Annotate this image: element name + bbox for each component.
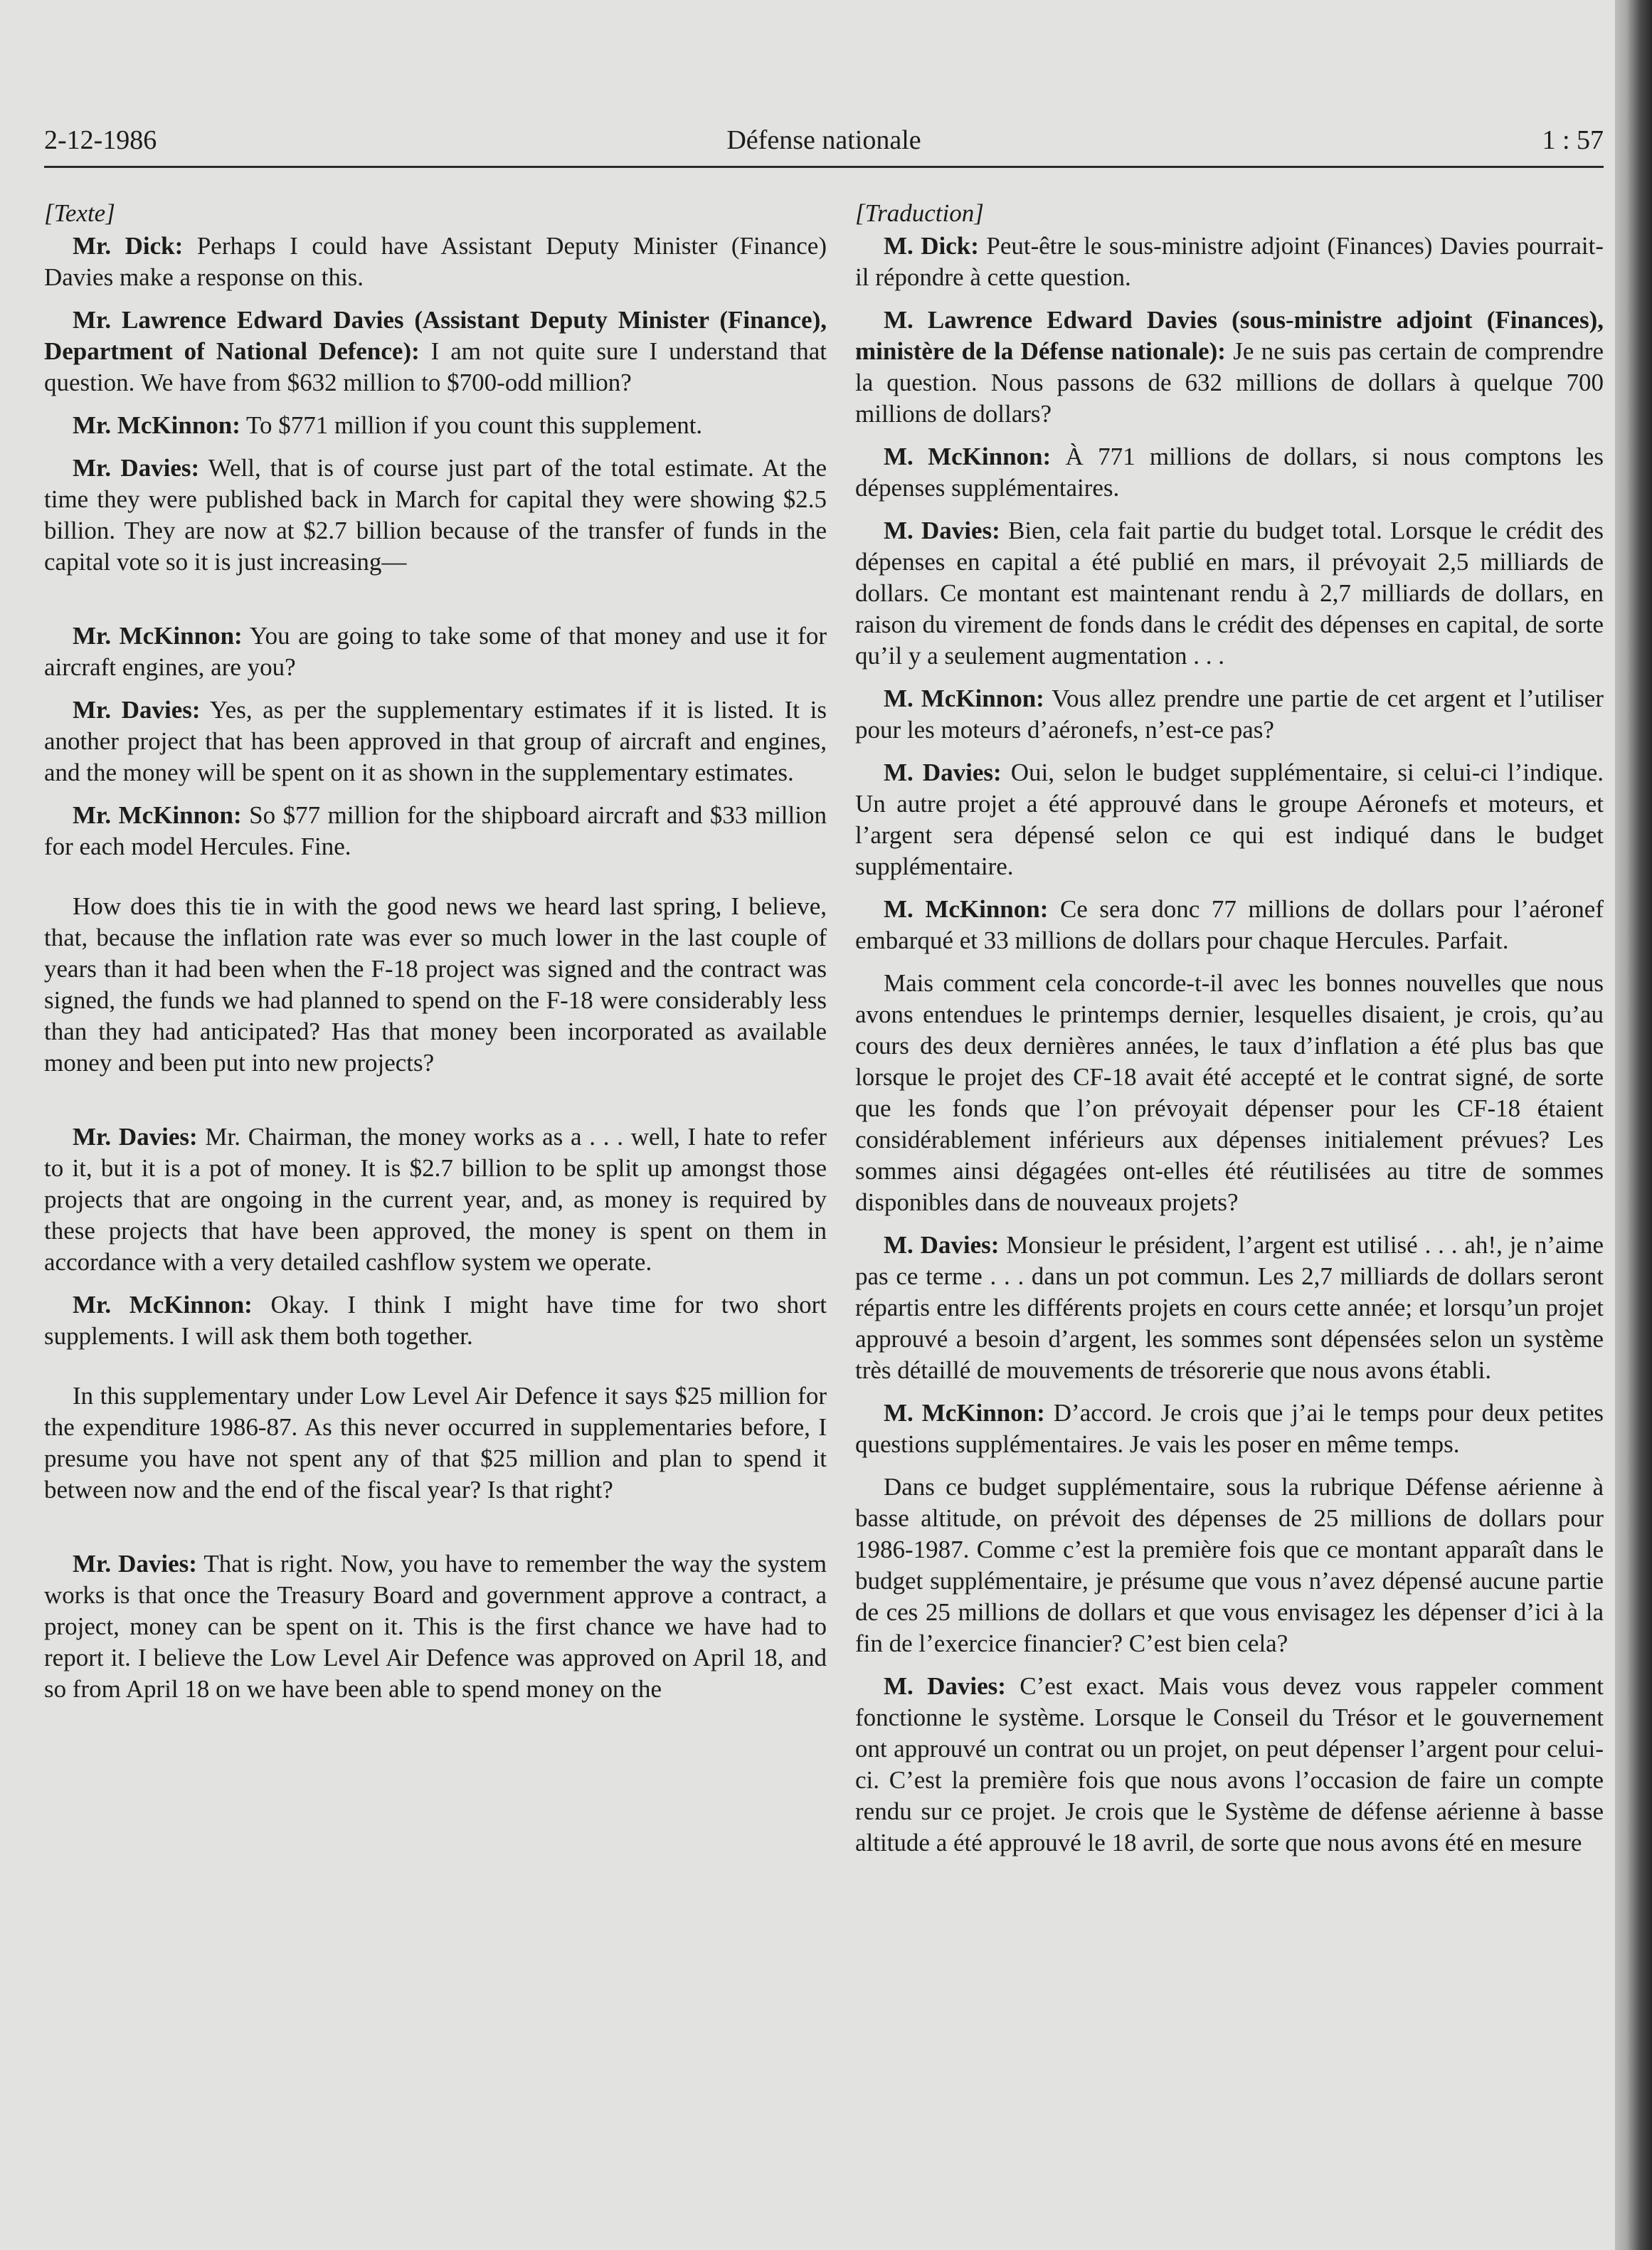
paragraph	[44, 305, 827, 398]
paragraph	[855, 968, 1604, 1218]
paragraph-text: I am not quite sure I understand that question. We have from $632 million to $700-odd million?	[44, 337, 827, 396]
paragraph-text: Vous allez prendre une partie de cet argent et l’utiliser pour les moteurs d’aéronefs, n’est-ce pas?	[855, 685, 1604, 744]
paragraph-text: How does this tie in with the good news we heard last spring, I believe, that, because the inflation rate was ever so much lower in the last couple of years than it had been when the F-18 project was signed and the contract was signed, the funds we had planned to spend on the F-18 were considerably less than they had anticipated? Has that money been incorporated as available money and been put into new projects?	[44, 892, 827, 1077]
paragraph-text: C’est exact. Mais vous devez vous rappeler comment fonctionne le système. Lorsque le Conseil du Trésor et le gouvernement ont approuvé un contrat ou un projet, on peut dépenser l’argent pour celui-ci. C’est la première fois que nous avons l’occasion de faire un compte rendu sur ce projet. Je crois que le Système de défense aérienne à basse altitude a été approuvé le 18 avril, de sorte que nous avons été en mesure	[855, 1672, 1604, 1856]
header-rule	[44, 166, 1604, 168]
running-header	[44, 125, 1604, 164]
paragraph-text: Oui, selon le budget supplémentaire, si celui-ci l’indique. Un autre projet a été approuvé dans le groupe Aéronefs et moteurs, et l’argent sera dépensé selon ce qui est indiqué dans le budget supplémentaire.	[855, 759, 1604, 880]
speaker: M. McKinnon:	[884, 443, 1052, 470]
paragraph-text: Mais comment cela concorde-t-il avec les bonnes nouvelles que nous avons entendues le printemps dernier, lesquelles disaient, je crois, qu’au cours des deux dernières années, le taux d’inflation a été plus bas que lorsque le projet des CF-18 avait été accepté et le contrat signé, de sorte que les fonds que l’on prévoyait dépenser pour les CF-18 étaient considérablement inférieurs aux dépenses initialement prévues? Les sommes ainsi dégagées ont-elles été réutilisées au titre de sommes disponibles dans de nouveaux projets?	[855, 969, 1604, 1216]
speaker: Mr. Davies:	[73, 1550, 197, 1578]
paragraph	[44, 620, 827, 683]
paragraph-text: Perhaps I could have Assistant Deputy Minister (Finance) Davies make a response on this.	[44, 232, 827, 291]
paragraph	[855, 1472, 1604, 1659]
speaker: Mr. Davies:	[73, 454, 200, 482]
french-column	[855, 198, 1604, 1870]
paragraph-text: Dans ce budget supplémentaire, sous la rubrique Défense aérienne à basse altitude, on prévoit des dépenses de 25 millions de dollars pour 1986-1987. Comme c’est la première fois que ce montant apparaît dans le budget supplémentaire, je présume que vous n’avez dépensé aucune partie de ces 25 millions de dollars et que vous envisagez les dépenser d’ici à la fin de l’exercice financier? C’est bien cela?	[855, 1473, 1604, 1657]
paragraph-text: Yes, as per the supplementary estimates if it is listed. It is another project that has been approved in that group of aircraft and engines, and the money will be spent on it as shown in the supplementary estimates.	[44, 696, 827, 786]
paragraph-text: You are going to take some of that money and use it for aircraft engines, are you?	[44, 622, 827, 681]
speaker: M. Davies:	[884, 759, 1002, 786]
page-edge	[1615, 0, 1652, 2250]
paragraph	[44, 453, 827, 578]
speaker: M. McKinnon:	[884, 685, 1044, 712]
paragraph-text: That is right. Now, you have to remember the way the system works is that once the Treasury Board and government approve a contract, a project, money can be spent on it. This is the first chance we have had to report it. I believe the Low Level Air Defence was approved on April 18, and so from April 18 on we have been able to spend money on the	[44, 1550, 827, 1703]
paragraph-text: Mr. Chairman, the money works as a . . . well, I hate to refer to it, but it is a pot of money. It is $2.7 billion to be split up amongst those projects that are ongoing in the current year, and, as money is required by these projects that have been approved, the money is spent on them in accordance with a very detailed cashflow system we operate.	[44, 1123, 827, 1276]
speaker: M. McKinnon:	[884, 895, 1049, 923]
paragraph-text: In this supplementary under Low Level Air Defence it says $25 million for the expenditure 1986-87. As this never occurred in supplementaries before, I presume you have not spent any of that $25 million and plan to spend it between now and the end of the fiscal year? Is that right?	[44, 1382, 827, 1504]
paragraph-text: Monsieur le président, l’argent est utilisé . . . ah!, je n’aime pas ce terme . . . dans un pot commun. Les 2,7 milliards de dollars seront répartis entre les différents projets en cours cette année; et lorsqu’un projet approuvé a besoin d’argent, les sommes sont dépensées selon un système très détaillé de mouvements de trésorerie que nous avons établi.	[855, 1231, 1604, 1384]
header-title: Défense nationale	[726, 125, 921, 155]
paragraph	[44, 1289, 827, 1352]
paragraph	[44, 410, 827, 441]
speaker: M. Davies:	[884, 1672, 1006, 1700]
paragraph-text: Okay. I think I might have time for two short supplements. I will ask them both together.	[44, 1291, 827, 1350]
paragraph-text: Peut-être le sous-ministre adjoint (Finances) Davies pourrait-il répondre à cette question.	[855, 232, 1604, 291]
speaker: M. Lawrence Edward Davies (sous-ministre adjoint (Finances), ministère de la Défense nationale):	[855, 306, 1604, 365]
paragraph-text: D’accord. Je crois que j’ai le temps pour deux petites questions supplémentaires. Je vais les poser en même temps.	[855, 1399, 1604, 1458]
paragraph-text: So $77 million for the shipboard aircraft and $33 million for each model Hercules. Fine.	[44, 801, 827, 860]
speaker: Mr. Davies:	[73, 1123, 198, 1151]
paragraph	[855, 1230, 1604, 1386]
speaker: Mr. Davies:	[73, 696, 201, 724]
section-tag: [Traduction]	[855, 199, 984, 227]
speaker: Mr. Dick:	[73, 232, 184, 260]
paragraph	[855, 1671, 1604, 1859]
speaker: M. McKinnon:	[884, 1399, 1045, 1427]
section-tag: [Texte]	[44, 199, 115, 227]
paragraph	[44, 800, 827, 862]
header-page-number: 1 : 57	[1542, 125, 1604, 155]
paragraph	[44, 1548, 827, 1705]
speaker: Mr. McKinnon:	[73, 801, 242, 829]
header-date: 2-12-1986	[44, 125, 157, 155]
paragraph-text: Bien, cela fait partie du budget total. Lorsque le crédit des dépenses en capital a été publié en mars, il prévoyait 2,5 milliards de dollars. Ce montant est maintenant rendu à 2,7 milliards de dollars, en raison du virement de fonds dans le crédit des dépenses en capital, de sorte qu’il y a seulement augmentation . . .	[855, 517, 1604, 670]
paragraph	[44, 694, 827, 788]
paragraph-text: Ce sera donc 77 millions de dollars pour l’aéronef embarqué et 33 millions de dollars pour chaque Hercules. Parfait.	[855, 895, 1604, 954]
speaker: Mr. McKinnon:	[73, 411, 240, 439]
paragraph	[855, 305, 1604, 430]
english-column	[44, 198, 827, 1716]
speaker: M. Dick:	[884, 232, 979, 260]
paragraph	[855, 515, 1604, 672]
paragraph-text: À 771 millions de dollars, si nous comptons les dépenses supplémentaires.	[855, 443, 1604, 502]
paragraph	[44, 1121, 827, 1278]
paragraph	[44, 1380, 827, 1506]
paragraph-text: Well, that is of course just part of the total estimate. At the time they were published back in March for capital they were showing $2.5 billion. They are now at $2.7 billion because of the transfer of funds in the capital vote so it is just increasing—	[44, 454, 827, 576]
paragraph	[44, 231, 827, 293]
speaker: M. Davies:	[884, 1231, 1000, 1259]
paragraph	[855, 757, 1604, 882]
paragraph-text: Je ne suis pas certain de comprendre la question. Nous passons de 632 millions de dollars à quelque 700 millions de dollars?	[855, 337, 1604, 428]
speaker: Mr. McKinnon:	[73, 622, 243, 650]
paragraph	[855, 231, 1604, 293]
paragraph-text: To $771 million if you count this supplement.	[240, 411, 703, 439]
speaker: M. Davies:	[884, 517, 1000, 544]
paragraph	[44, 891, 827, 1079]
paragraph	[855, 441, 1604, 504]
paragraph	[855, 894, 1604, 956]
speaker: Mr. Lawrence Edward Davies (Assistant Deputy Minister (Finance), Department of National Defence):	[44, 306, 827, 365]
paragraph	[855, 1398, 1604, 1460]
paragraph	[855, 683, 1604, 746]
speaker: Mr. McKinnon:	[73, 1291, 253, 1319]
